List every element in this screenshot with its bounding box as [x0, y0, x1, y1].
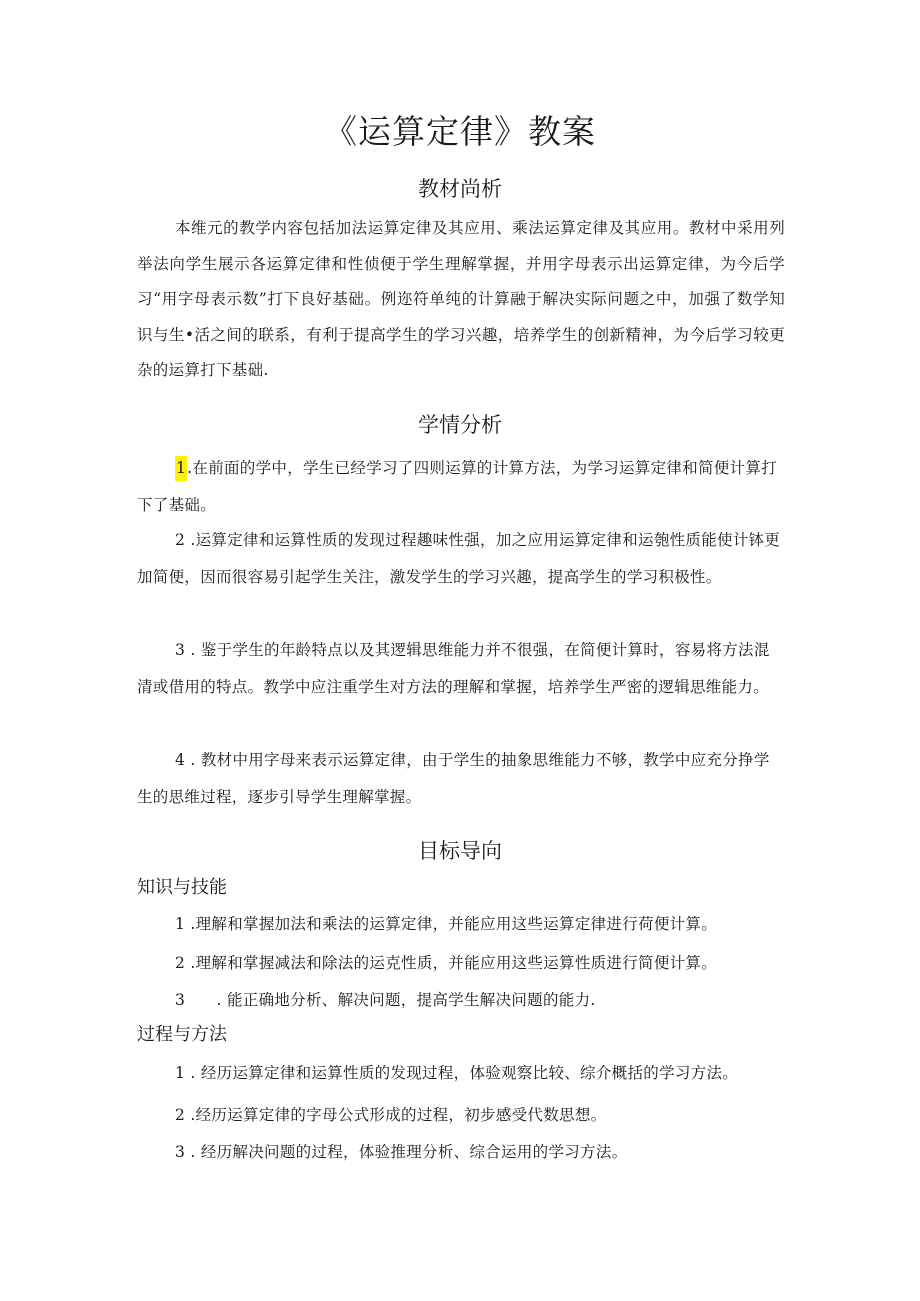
document-title: 《运算定律》教案 [324, 112, 596, 151]
student-analysis-item-1-text: .在前面的学中，学生已经学习了四则运算的计算方法，为学习运算定律和简便计算打下了基础。 [137, 459, 778, 514]
knowledge-item-1: 1 .理解和掌握加法和乘法的运算定律，并能应用这些运算定律进行荷便计算。 [175, 915, 718, 933]
student-analysis-item-4: 4 . 教材中用字母来表示运算定律，由于学生的抽象思维能力不够，教学中应充分挣学生的思维过程，逐步引导学生理解掌握。 [137, 751, 770, 806]
heading-goals: 目标导向 [418, 839, 502, 863]
process-item-1: 1 . 经历运算定律和运算性质的发现过程，体验观察比较、综介概括的学习方法。 [175, 1064, 739, 1082]
heading-textbook-analysis: 教材尚析 [418, 177, 502, 201]
process-item-3: 3 . 经历解决问题的过程，体验推理分析、综合运用的学习方法。 [175, 1143, 628, 1161]
process-item-2: 2 .经历运算定律的字母公式形成的过程，初步感受代数思想。 [175, 1106, 607, 1124]
student-analysis-item-1 [137, 450, 785, 524]
heading-student-analysis: 学情分析 [418, 413, 502, 437]
student-analysis-item-2: 2 .运算定律和运算性质的发现过程趣味性强，加之应用运算定律和运匏性质能使计钵更加简便，因而很容易引起学生关注，激发学生的学习兴趣，提高学生的学习积极性。 [137, 531, 781, 586]
knowledge-item-2: 2 .理解和掌握减法和除法的运克性质，并能应用这些运算性质进行简便计算。 [175, 954, 718, 972]
student-analysis-item-3: 3 . 鉴于学生的年龄特点以及其逻辑思维能力并不很强，在简便计算时，容易将方法混清或借用的特点。教学中应注重学生对方法的理解和掌握，培养学生严密的逻辑思维能力。 [137, 641, 770, 696]
textbook-analysis-paragraph: 本维元的教学内容包括加法运算定律及其应用、乘法运算定律及其应用。教材中采用列举法向学生展示各运算定律和性侦便于学生理解掌握，并用字母表示出运算定律，为今后学习“用字母表示数”打下良好基础。例迩符单纯的计算融于解决实际问题之中，加强了数学知识与生•活之间的联系，有利于提高学生的学习兴趣，培养学生的创新精神，为今后学习较更杂的运算打下基础. [137, 219, 785, 379]
heading-knowledge-skills: 知识与技能 [137, 877, 227, 898]
knowledge-item-3: 3 . 能正确地分析、解决问题，提高学生解决问题的能力. [175, 991, 596, 1009]
heading-process-methods: 过程与方法 [137, 1024, 227, 1045]
highlight-marker: 1 [175, 456, 187, 481]
